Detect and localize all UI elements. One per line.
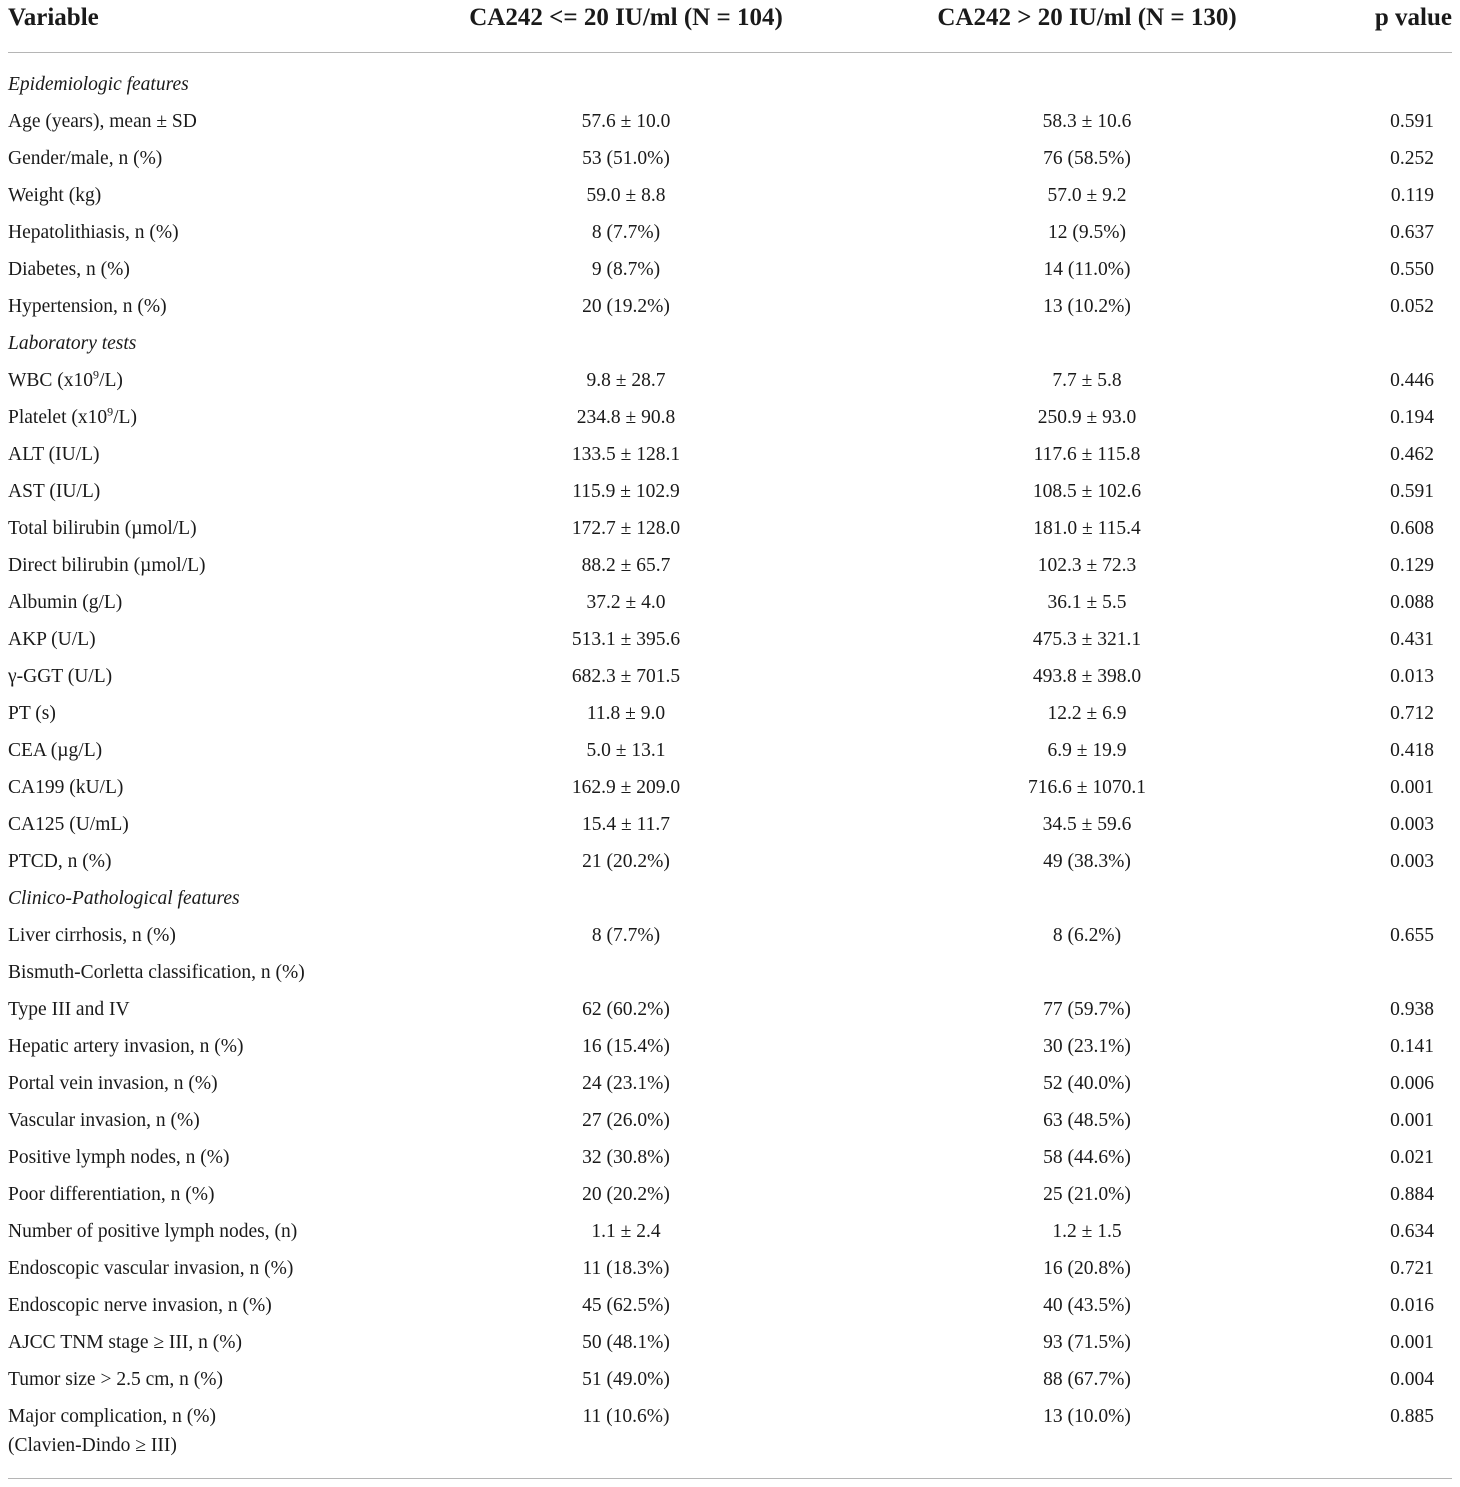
p-value: 0.129 xyxy=(1390,555,1434,576)
value-group-high: 475.3 ± 321.1 xyxy=(1032,629,1142,650)
value-group-low: 45 (62.5%) xyxy=(582,1295,670,1316)
p-value: 0.634 xyxy=(1390,1221,1434,1242)
row-label-text: CA199 (kU/L) xyxy=(8,777,124,798)
value-group-low: 15.4 ± 11.7 xyxy=(582,814,670,835)
table-row xyxy=(8,399,1452,436)
row-label xyxy=(8,1250,402,1287)
row-label xyxy=(8,621,402,658)
table-row xyxy=(8,732,1452,769)
p-value: 0.591 xyxy=(1390,481,1434,502)
header-group-high: CA242 > 20 IU/ml (N = 130) xyxy=(850,0,1324,53)
p-value: 0.721 xyxy=(1390,1258,1434,1279)
p-value: 0.591 xyxy=(1390,111,1434,132)
value-group-high: 88 (67.7%) xyxy=(1043,1369,1131,1390)
row-label-line2: (Clavien-Dindo ≥ III) xyxy=(8,1435,177,1456)
value-group-high: 12 (9.5%) xyxy=(1048,222,1126,243)
section-heading-row xyxy=(8,53,1452,104)
p-value xyxy=(1324,325,1452,362)
row-label-text: Tumor size > 2.5 cm, n (%) xyxy=(8,1369,224,1390)
value-group-high: 30 (23.1%) xyxy=(1043,1036,1131,1057)
row-label-text: Total bilirubin (µmol/L) xyxy=(8,518,197,539)
p-value: 0.884 xyxy=(1390,1184,1434,1205)
row-label-text: Diabetes, n (%) xyxy=(8,259,130,280)
row-label-text: Weight (kg) xyxy=(8,185,102,206)
row-label xyxy=(8,103,402,140)
value-group-low: 88.2 ± 65.7 xyxy=(581,555,671,576)
row-label-text: Epidemiologic features xyxy=(8,74,189,95)
value-group-high: 93 (71.5%) xyxy=(1043,1332,1131,1353)
p-value: 0.013 xyxy=(1390,666,1434,687)
row-label xyxy=(8,1361,402,1398)
value-group-high: 117.6 ± 115.8 xyxy=(1033,444,1141,465)
row-label-text: Direct bilirubin (µmol/L) xyxy=(8,555,206,576)
p-value: 0.885 xyxy=(1390,1406,1434,1427)
row-label xyxy=(8,473,402,510)
row-label-text: Poor differentiation, n (%) xyxy=(8,1184,215,1205)
row-label-text: Clinico-Pathological features xyxy=(8,888,240,909)
p-value: 0.431 xyxy=(1390,629,1434,650)
row-label xyxy=(8,806,402,843)
section-heading xyxy=(8,880,402,917)
value-group-low: 16 (15.4%) xyxy=(582,1036,670,1057)
row-label-text: Platelet (x10 xyxy=(8,407,108,428)
row-label-text: Gender/male, n (%) xyxy=(8,148,163,169)
p-value: 0.608 xyxy=(1390,518,1434,539)
row-label xyxy=(8,1139,402,1176)
value-group-high: 7.7 ± 5.8 xyxy=(1052,370,1122,391)
row-label-text: Albumin (g/L) xyxy=(8,592,123,613)
section-heading-row xyxy=(8,880,1452,917)
value-group-low: 51 (49.0%) xyxy=(582,1369,670,1390)
p-value: 0.462 xyxy=(1390,444,1434,465)
row-label-text: Number of positive lymph nodes, (n) xyxy=(8,1221,298,1242)
table-row xyxy=(8,1398,1452,1462)
value-group-high: 8 (6.2%) xyxy=(1052,925,1122,946)
row-label-text: Liver cirrhosis, n (%) xyxy=(8,925,176,946)
row-label-text: Hypertension, n (%) xyxy=(8,296,167,317)
value-group-low: 8 (7.7%) xyxy=(591,925,661,946)
p-value: 0.141 xyxy=(1390,1036,1434,1057)
row-label-text: PTCD, n (%) xyxy=(8,851,112,872)
table-row xyxy=(8,695,1452,732)
value-group-high: 716.6 ± 1070.1 xyxy=(1028,777,1146,798)
row-label-text: Bismuth-Corletta classification, n (%) xyxy=(8,962,305,983)
header-row xyxy=(8,0,1452,53)
p-value xyxy=(1324,53,1452,104)
value-group-low: 62 (60.2%) xyxy=(582,999,670,1020)
row-label xyxy=(8,584,402,621)
table-row xyxy=(8,251,1452,288)
table-header xyxy=(8,0,1452,53)
table-row xyxy=(8,436,1452,473)
value-group-high: 14 (11.0%) xyxy=(1043,259,1131,280)
header-variable: Variable xyxy=(8,0,402,53)
row-label xyxy=(8,1287,402,1324)
row-label xyxy=(8,140,402,177)
row-label-tail: /L) xyxy=(99,370,123,391)
table-row xyxy=(8,1213,1452,1250)
table-row xyxy=(8,362,1452,399)
row-label xyxy=(8,362,402,399)
table-row xyxy=(8,214,1452,251)
table-row xyxy=(8,954,1452,991)
value-group-high: 6.9 ± 19.9 xyxy=(1047,740,1127,761)
value-group-high: 102.3 ± 72.3 xyxy=(1037,555,1137,576)
characteristics-table-container xyxy=(8,0,1452,1462)
value-group-low: 59.0 ± 8.8 xyxy=(586,185,666,206)
p-value xyxy=(1324,954,1452,991)
section-heading-row xyxy=(8,325,1452,362)
value-group-high: 52 (40.0%) xyxy=(1043,1073,1131,1094)
header-group-low: CA242 <= 20 IU/ml (N = 104) xyxy=(402,0,850,53)
characteristics-table xyxy=(8,0,1452,1462)
value-group-low xyxy=(402,53,850,104)
value-group-low: 1.1 ± 2.4 xyxy=(591,1221,661,1242)
value-group-high xyxy=(850,954,1324,991)
p-value: 0.003 xyxy=(1390,814,1434,835)
p-value xyxy=(1324,880,1452,917)
row-label xyxy=(8,1176,402,1213)
row-label-superscript: 9 xyxy=(93,367,100,382)
row-label-text: Age (years), mean ± SD xyxy=(8,111,197,132)
value-group-high: 58.3 ± 10.6 xyxy=(1042,111,1132,132)
table-row xyxy=(8,1250,1452,1287)
table-row xyxy=(8,1065,1452,1102)
value-group-low: 21 (20.2%) xyxy=(582,851,670,872)
row-label-text: Hepatolithiasis, n (%) xyxy=(8,222,179,243)
table-row xyxy=(8,177,1452,214)
value-group-low: 9.8 ± 28.7 xyxy=(586,370,666,391)
p-value: 0.021 xyxy=(1390,1147,1434,1168)
table-row xyxy=(8,473,1452,510)
row-label-text: Endoscopic nerve invasion, n (%) xyxy=(8,1295,272,1316)
row-label xyxy=(8,954,402,991)
value-group-high xyxy=(850,880,1324,917)
value-group-high xyxy=(850,53,1324,104)
row-label-text: Hepatic artery invasion, n (%) xyxy=(8,1036,244,1057)
row-label xyxy=(8,917,402,954)
row-label xyxy=(8,399,402,436)
value-group-low: 11 (10.6%) xyxy=(582,1406,670,1427)
p-value: 0.550 xyxy=(1390,259,1434,280)
value-group-high: 34.5 ± 59.6 xyxy=(1042,814,1132,835)
table-row xyxy=(8,917,1452,954)
table-row xyxy=(8,658,1452,695)
row-label xyxy=(8,1398,402,1462)
p-value: 0.052 xyxy=(1390,296,1434,317)
p-value: 0.119 xyxy=(1390,185,1434,206)
row-label xyxy=(8,214,402,251)
p-value: 0.001 xyxy=(1390,1332,1434,1353)
row-label xyxy=(8,843,402,880)
value-group-high: 76 (58.5%) xyxy=(1043,148,1131,169)
value-group-high: 13 (10.2%) xyxy=(1043,296,1131,317)
table-row xyxy=(8,991,1452,1028)
value-group-high: 36.1 ± 5.5 xyxy=(1047,592,1127,613)
p-value: 0.252 xyxy=(1390,148,1434,169)
value-group-low: 172.7 ± 128.0 xyxy=(571,518,681,539)
row-label-text: Portal vein invasion, n (%) xyxy=(8,1073,218,1094)
row-label-superscript: 9 xyxy=(107,404,114,419)
value-group-high: 57.0 ± 9.2 xyxy=(1047,185,1127,206)
value-group-high: 250.9 ± 93.0 xyxy=(1037,407,1137,428)
row-label-text: Endoscopic vascular invasion, n (%) xyxy=(8,1258,294,1279)
row-label-text: Major complication, n (%) xyxy=(8,1406,216,1427)
p-value: 0.016 xyxy=(1390,1295,1434,1316)
row-label xyxy=(8,1028,402,1065)
table-body xyxy=(8,53,1452,1463)
row-label-text: Laboratory tests xyxy=(8,333,137,354)
value-group-high: 108.5 ± 102.6 xyxy=(1032,481,1142,502)
row-label xyxy=(8,547,402,584)
row-label xyxy=(8,436,402,473)
value-group-low: 50 (48.1%) xyxy=(582,1332,670,1353)
p-value: 0.001 xyxy=(1390,777,1434,798)
value-group-high: 493.8 ± 398.0 xyxy=(1032,666,1142,687)
value-group-low: 115.9 ± 102.9 xyxy=(572,481,680,502)
value-group-low: 162.9 ± 209.0 xyxy=(571,777,681,798)
row-label-text: AKP (U/L) xyxy=(8,629,96,650)
p-value: 0.938 xyxy=(1390,999,1434,1020)
row-label xyxy=(8,991,402,1028)
row-label-text: CEA (µg/L) xyxy=(8,740,103,761)
row-label-text: WBC (x10 xyxy=(8,370,94,391)
value-group-low: 682.3 ± 701.5 xyxy=(571,666,681,687)
row-label xyxy=(8,1324,402,1361)
p-value: 0.001 xyxy=(1390,1110,1434,1131)
value-group-low: 53 (51.0%) xyxy=(582,148,670,169)
table-row xyxy=(8,103,1452,140)
value-group-low: 20 (20.2%) xyxy=(582,1184,670,1205)
table-row xyxy=(8,510,1452,547)
row-label xyxy=(8,251,402,288)
p-value: 0.006 xyxy=(1390,1073,1434,1094)
value-group-low xyxy=(402,954,850,991)
row-label-text: Vascular invasion, n (%) xyxy=(8,1110,200,1131)
table-row xyxy=(8,621,1452,658)
value-group-high: 25 (21.0%) xyxy=(1043,1184,1131,1205)
value-group-low: 5.0 ± 13.1 xyxy=(586,740,666,761)
value-group-high: 12.2 ± 6.9 xyxy=(1047,703,1127,724)
value-group-high xyxy=(850,325,1324,362)
p-value: 0.194 xyxy=(1390,407,1434,428)
value-group-low: 37.2 ± 4.0 xyxy=(586,592,666,613)
table-row xyxy=(8,1361,1452,1398)
section-heading xyxy=(8,325,402,362)
p-value: 0.446 xyxy=(1390,370,1434,391)
value-group-low: 513.1 ± 395.6 xyxy=(571,629,681,650)
value-group-low: 11.8 ± 9.0 xyxy=(586,703,666,724)
row-label-text: Type III and IV xyxy=(8,999,130,1020)
table-row xyxy=(8,1102,1452,1139)
value-group-low xyxy=(402,880,850,917)
value-group-low: 234.8 ± 90.8 xyxy=(576,407,676,428)
value-group-high: 63 (48.5%) xyxy=(1043,1110,1131,1131)
header-p-value: p value xyxy=(1324,0,1452,53)
value-group-low: 32 (30.8%) xyxy=(582,1147,670,1168)
table-row xyxy=(8,1139,1452,1176)
row-label-text: CA125 (U/mL) xyxy=(8,814,129,835)
table-row xyxy=(8,769,1452,806)
table-row xyxy=(8,547,1452,584)
table-row xyxy=(8,1324,1452,1361)
row-label-text: ALT (IU/L) xyxy=(8,444,100,465)
row-label xyxy=(8,1065,402,1102)
value-group-high: 49 (38.3%) xyxy=(1043,851,1131,872)
row-label-text: PT (s) xyxy=(8,703,56,724)
table-row xyxy=(8,1028,1452,1065)
row-label xyxy=(8,658,402,695)
section-heading xyxy=(8,53,402,104)
row-label xyxy=(8,1102,402,1139)
value-group-high: 58 (44.6%) xyxy=(1043,1147,1131,1168)
table-row xyxy=(8,584,1452,621)
value-group-high: 181.0 ± 115.4 xyxy=(1033,518,1141,539)
table-row xyxy=(8,140,1452,177)
row-label-text: AJCC TNM stage ≥ III, n (%) xyxy=(8,1332,243,1353)
value-group-high: 13 (10.0%) xyxy=(1043,1406,1131,1427)
value-group-low xyxy=(402,325,850,362)
row-label xyxy=(8,177,402,214)
value-group-high: 40 (43.5%) xyxy=(1043,1295,1131,1316)
row-label-text: Positive lymph nodes, n (%) xyxy=(8,1147,230,1168)
value-group-low: 9 (8.7%) xyxy=(591,259,661,280)
table-row xyxy=(8,1287,1452,1324)
p-value: 0.655 xyxy=(1390,925,1434,946)
value-group-low: 11 (18.3%) xyxy=(582,1258,670,1279)
p-value: 0.637 xyxy=(1390,222,1434,243)
row-label xyxy=(8,695,402,732)
p-value: 0.418 xyxy=(1390,740,1434,761)
table-row xyxy=(8,843,1452,880)
p-value: 0.088 xyxy=(1390,592,1434,613)
value-group-high: 77 (59.7%) xyxy=(1043,999,1131,1020)
p-value: 0.712 xyxy=(1390,703,1434,724)
row-label-tail: /L) xyxy=(113,407,137,428)
row-label xyxy=(8,510,402,547)
value-group-high: 16 (20.8%) xyxy=(1043,1258,1131,1279)
value-group-low: 8 (7.7%) xyxy=(591,222,661,243)
table-row xyxy=(8,288,1452,325)
value-group-low: 27 (26.0%) xyxy=(582,1110,670,1131)
value-group-low: 57.6 ± 10.0 xyxy=(581,111,671,132)
p-value: 0.004 xyxy=(1390,1369,1434,1390)
table-row xyxy=(8,806,1452,843)
row-label xyxy=(8,769,402,806)
row-label-text: AST (IU/L) xyxy=(8,481,101,502)
value-group-high: 1.2 ± 1.5 xyxy=(1052,1221,1122,1242)
row-label xyxy=(8,732,402,769)
value-group-low: 133.5 ± 128.1 xyxy=(571,444,681,465)
row-label-text: γ-GGT (U/L) xyxy=(8,666,113,687)
table-bottom-rule xyxy=(8,1478,1452,1479)
p-value: 0.003 xyxy=(1390,851,1434,872)
value-group-low: 24 (23.1%) xyxy=(582,1073,670,1094)
value-group-low: 20 (19.2%) xyxy=(582,296,670,317)
table-row xyxy=(8,1176,1452,1213)
row-label xyxy=(8,1213,402,1250)
row-label xyxy=(8,288,402,325)
